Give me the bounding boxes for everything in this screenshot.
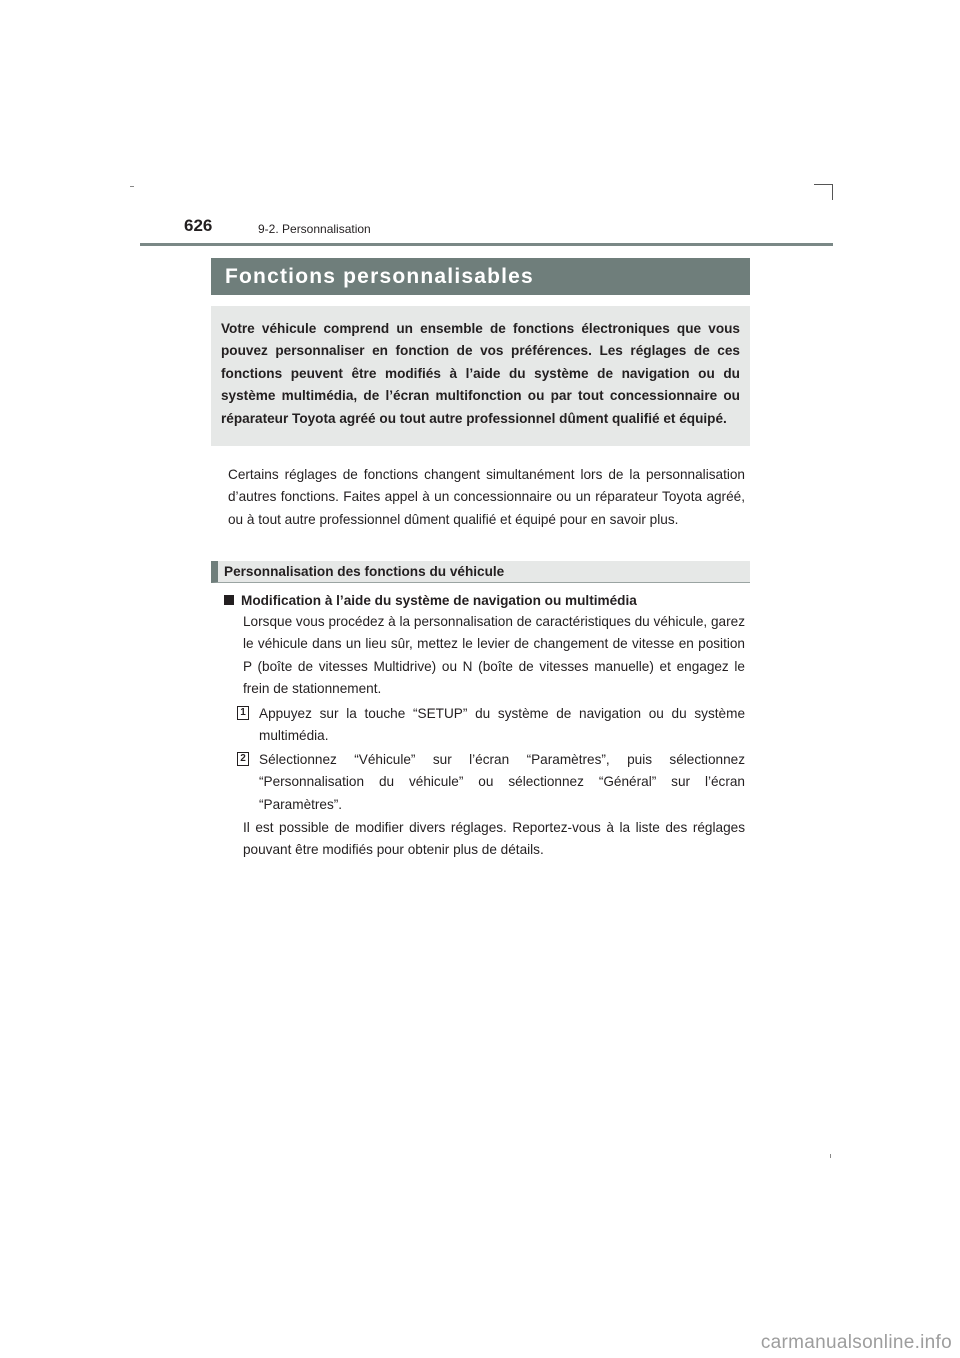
item-paragraph: Lorsque vous procédez à la personnalisation de caractéristiques du véhicule, garez le véhicule dans un lieu sûr, mettez le levier de changement de vitesse en position P (boîte de vitesses Multidrive) ou N (boîte de vitesses manuelle) et engagez le frein de stationnement. bbox=[243, 614, 745, 697]
page-title: Fonctions personnalisables bbox=[225, 264, 534, 288]
header-rule bbox=[140, 243, 833, 246]
subsection-heading: Personnalisation des fonctions du véhicule bbox=[224, 564, 505, 579]
step-text: Appuyez sur la touche “SETUP” du système de navigation ou du système multimédia. bbox=[259, 706, 745, 744]
page-number: 626 bbox=[184, 216, 213, 235]
subsection-heading-bar bbox=[211, 561, 750, 583]
crop-mark-top-right-horizontal bbox=[814, 184, 833, 185]
square-bullet-icon bbox=[224, 595, 234, 605]
item-heading bbox=[224, 591, 637, 611]
body-paragraph: Certains réglages de fonctions changent simultanément lors de la personnalisation d’autres fonctions. Faites appel à un concessionnaire ou un réparateur Toyota agréé, ou à tout autre professionnel dûment qualifié et équipé pour en savoir plus. bbox=[228, 467, 745, 527]
step-1 bbox=[237, 703, 745, 748]
intro-box bbox=[211, 306, 750, 446]
intro-text: Votre véhicule comprend un ensemble de fonctions électroniques que vous pouvez personnaliser en fonction de vos préférences. Les réglages de ces fonctions peuvent être modifiés à l’aide du système de navigation ou du système multimédia, de l’écran multifonction ou par tout concessionnaire ou réparateur Toyota agréé ou tout autre professionnel dûment qualifié et équipé. bbox=[221, 321, 740, 426]
page-title-bar bbox=[211, 258, 750, 295]
step-2 bbox=[237, 749, 745, 816]
final-paragraph: Il est possible de modifier divers réglages. Reportez-vous à la liste des réglages pouvant être modifiés pour obtenir plus de détails. bbox=[243, 820, 745, 858]
watermark: carmanualsonline.info bbox=[760, 1332, 952, 1353]
item-heading-text: Modification à l’aide du système de navigation ou multimédia bbox=[241, 593, 637, 608]
crop-mark-top-right-vertical bbox=[832, 184, 833, 200]
step-text: Sélectionnez “Véhicule” sur l’écran “Paramètres”, puis sélectionnez “Personnalisation du véhicule” ou sélectionnez “Général” sur l’écran “Paramètres”. bbox=[259, 752, 745, 812]
section-reference: 9-2. Personnalisation bbox=[258, 222, 371, 236]
step-number-badge: 2 bbox=[237, 752, 249, 766]
crop-mark-bottom-right bbox=[830, 1154, 831, 1158]
crop-mark-top-left bbox=[130, 186, 134, 187]
step-number-badge: 1 bbox=[237, 706, 249, 720]
